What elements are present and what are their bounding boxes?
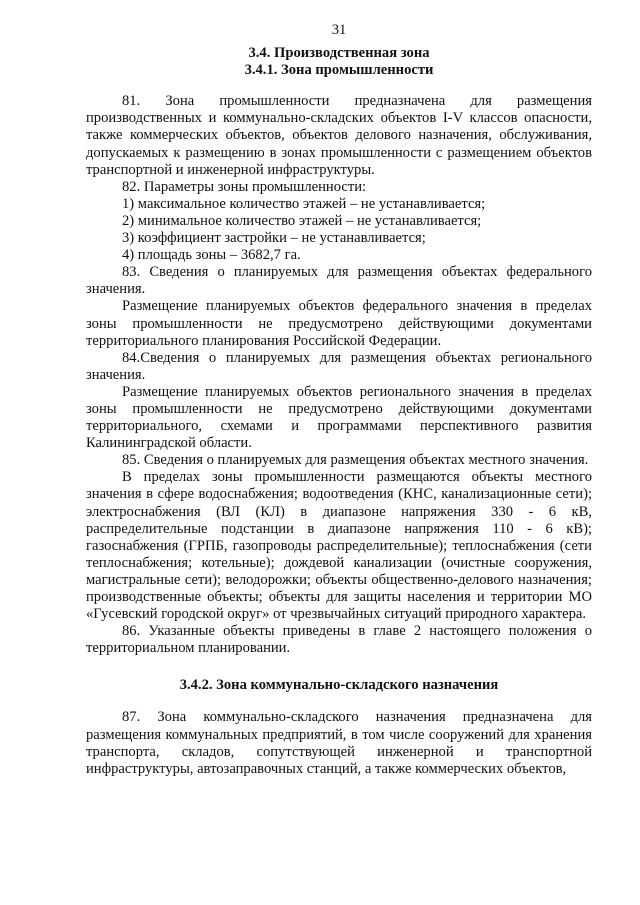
paragraph-84: 84.Сведения о планируемых для размещения объектах регионального значения. (86, 349, 592, 383)
list-item: 3) коэффициент застройки – не устанавливается; (122, 230, 426, 247)
section-heading-3-4: 3.4. Производственная зона (248, 45, 430, 62)
paragraph-81: 81. Зона промышленности предназначена для размещения производственных и коммунально-складских объектов I-V классов опасности, также коммерческих объектов, объектов делового назначения, обслуживания, допускаемых к размещению в зонах промышленности с размещением объектов транспортной и инженерной инфраструктуры. (86, 93, 592, 178)
list-item: 1) максимальное количество этажей – не устанавливается; (122, 195, 486, 212)
paragraph-82: 82. Параметры зоны промышленности: (122, 178, 367, 195)
paragraph-85: 85. Сведения о планируемых для размещения объектах местного значения. (122, 452, 589, 469)
list-item: 4) площадь зоны – 3682,7 га. (122, 247, 301, 264)
paragraph-local-placement: В пределах зоны промышленности размещаются объекты местного значения в сфере водоснабжения; водоотведения (КНС, канализационные сети); электроснабжения (ВЛ (КЛ) в диапазоне напряжения 330 - 6 кВ, распределительные подстанции в диапазоне напряжения 110 - 6 кВ); газоснабжения (ГРПБ, газопроводы распределительные); теплоснабжения (сети теплоснабжения; котельные); дождевой канализации (очистные сооружения, магистральные сети); велодорожки; объекты общественно-делового назначения; производственные объекты; объекты для защиты населения и территории МО «Гусевский городской округ» от чрезвычайных ситуаций природного характера. (86, 469, 592, 623)
list-item: 2) минимальное количество этажей – не устанавливается; (122, 212, 482, 229)
paragraph-83: 83. Сведения о планируемых для размещения объектах федерального значения. (86, 264, 592, 298)
paragraph-federal-placement: Размещение планируемых объектов федерального значения в пределах зоны промышленности не предусмотрено действующими документами территориального планирования Российской Федерации. (86, 298, 592, 349)
subsection-heading-3-4-1: 3.4.1. Зона промышленности (244, 62, 434, 79)
paragraph-regional-placement: Размещение планируемых объектов регионального значения в пределах зоны промышленности не предусмотрено действующими документами территориального, схемами и программами перспективного развития Калининградской области. (86, 383, 592, 452)
subsection-heading-3-4-2: 3.4.2. Зона коммунально-складского назначения (179, 677, 499, 694)
paragraph-86: 86. Указанные объекты приведены в главе 2 настоящего положения о территориальном планировании. (86, 623, 592, 657)
page-number: 31 (331, 22, 347, 38)
spacer (86, 657, 592, 677)
paragraph-87: 87. Зона коммунально-складского назначения предназначена для размещения коммунальных предприятий, в том числе сооружений для хранения транспорта, складов, сопутствующей инженерной и транспортной инфраструктуры, автозаправочных станций, а также коммерческих объектов, (86, 709, 592, 777)
